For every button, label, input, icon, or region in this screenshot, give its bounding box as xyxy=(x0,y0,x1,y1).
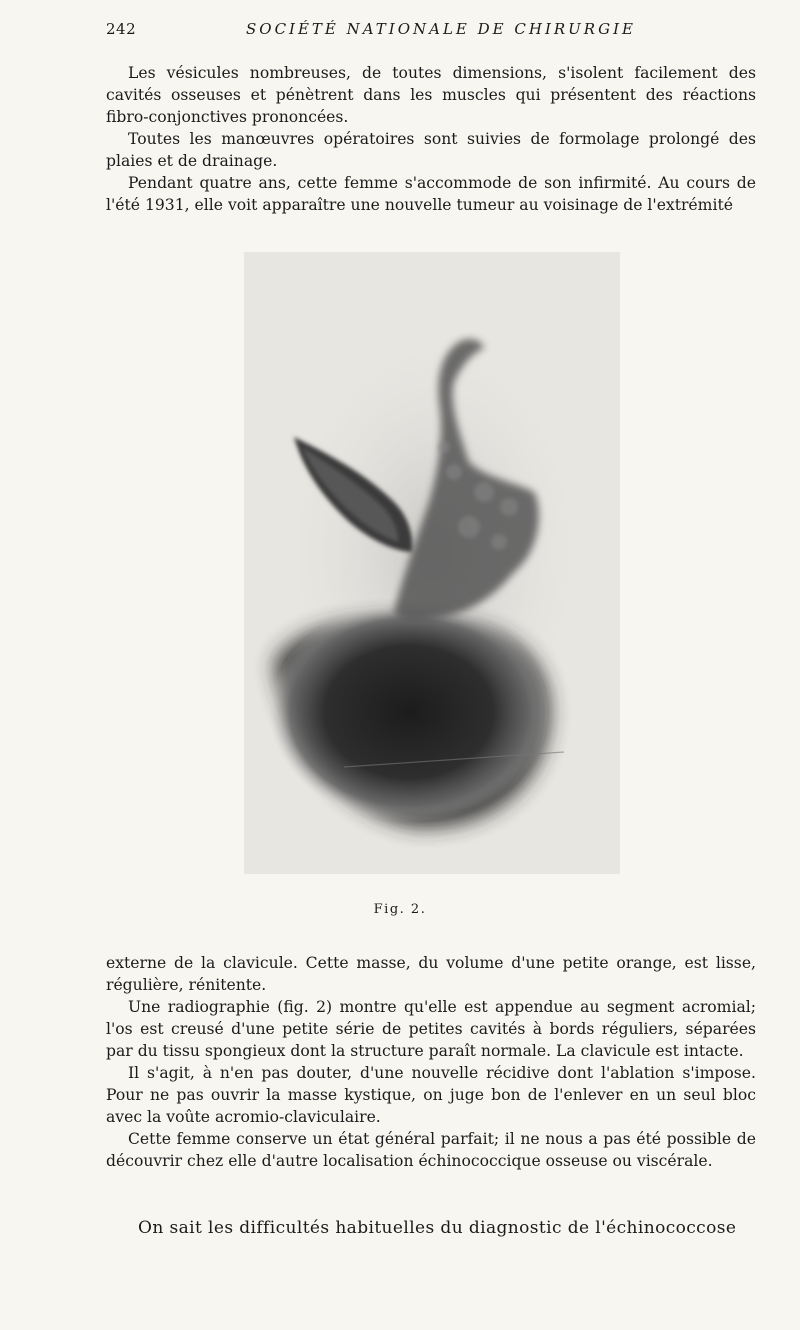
paragraph: externe de la clavicule. Cette masse, du volume d'une petite orange, est lisse, régulière, rénitente. xyxy=(106,954,756,994)
running-title: SOCIÉTÉ NATIONALE DE CHIRURGIE xyxy=(246,20,636,38)
paragraph: Il s'agit, à n'en pas douter, d'une nouvelle récidive dont l'ablation s'impose. Pour ne pas ouvrir la masse kystique, on juge bon de l'enlever en un seul bloc avec la voûte acromio-claviculaire. xyxy=(106,1064,756,1126)
radiograph-figure xyxy=(244,252,620,874)
page-header xyxy=(106,20,756,46)
paragraph: Toutes les manœuvres opératoires sont suivies de formolage prolongé des plaies et de drainage. xyxy=(106,130,756,170)
paragraph: Pendant quatre ans, cette femme s'accommode de son infirmité. Au cours de l'été 1931, elle voit apparaître une nouvelle tumeur au voisinage de l'extrémité xyxy=(106,174,756,214)
paragraph: Cette femme conserve un état général parfait; il ne nous a pas été possible de découvrir chez elle d'autre localisation échinococcique osseuse ou viscérale. xyxy=(106,1130,756,1170)
radiograph-image xyxy=(244,252,620,874)
paragraph: Les vésicules nombreuses, de toutes dimensions, s'isolent facilement des cavités osseuses et pénètrent dans les muscles qui présentent des réactions fibro-conjonctives prononcées. xyxy=(106,64,756,126)
text-block-top xyxy=(106,62,756,216)
closing-line: On sait les difficultés habituelles du diagnostic de l'échinococcose xyxy=(138,1218,737,1238)
page-number: 242 xyxy=(106,20,137,38)
text-block-bottom xyxy=(106,952,756,1172)
paragraph: Une radiographie (fig. 2) montre qu'elle est appendue au segment acromial; l'os est creusé d'une petite série de petites cavités à bords réguliers, séparées par du tissu spongieux dont la structure paraît normale. La clavicule est intacte. xyxy=(106,998,756,1060)
figure-caption: Fig. 2. xyxy=(373,902,427,917)
